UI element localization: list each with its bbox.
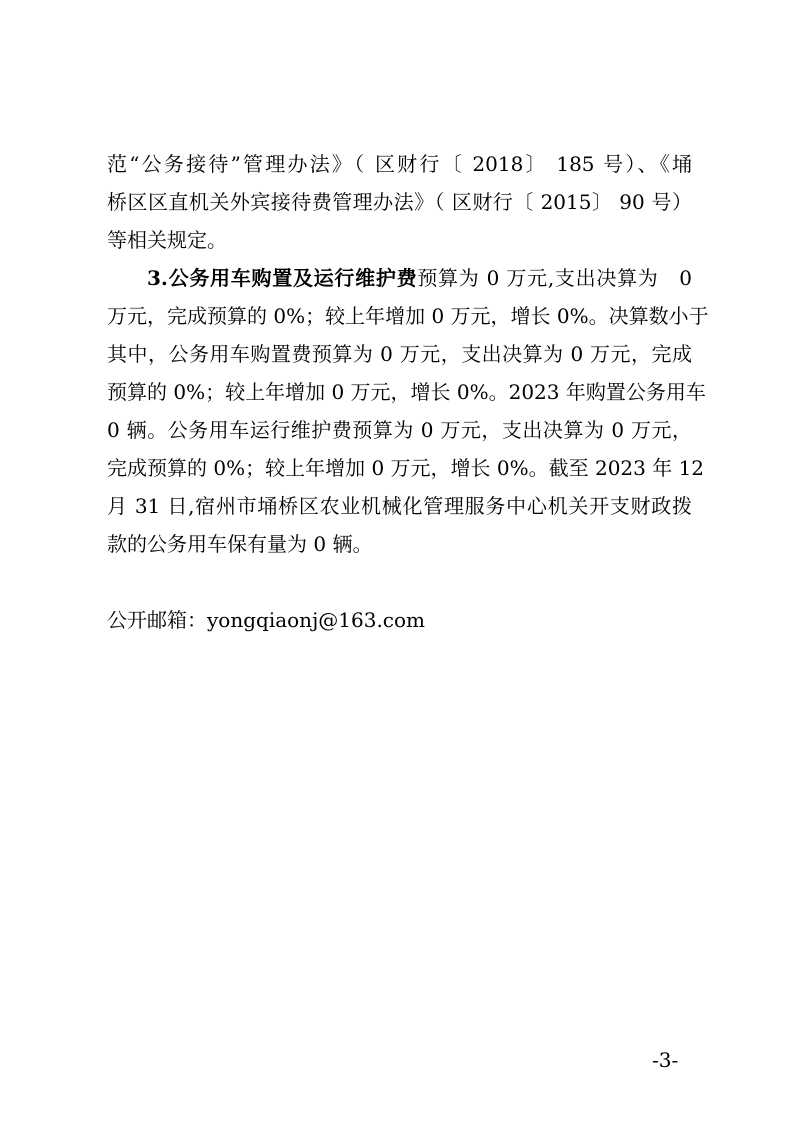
section-3-line-7: 月 31 日,宿州市埇桥区农业机械化管理服务中心机关开支财政拨 — [107, 494, 692, 518]
section-3-line-2: 万元，完成预算的 0%；较上年增加 0 万元，增长 0%。决算数小于 — [107, 304, 709, 328]
section-3-heading: 3.公务用车购置及运行维护费 — [147, 266, 418, 290]
intro-line-3: 等相关规定。 — [107, 228, 227, 252]
intro-line-2: 桥区区直机关外宾接待费管理办法》（ 区财行〔 2015〕 90 号） — [107, 190, 692, 214]
page-number: -3- — [652, 1048, 679, 1072]
section-3-line-4: 预算的 0%；较上年增加 0 万元，增长 0%。2023 年购置公务用车 — [107, 380, 706, 404]
section-3-line-1-text: 预算为 0 万元,支出决算为 0 — [417, 266, 692, 290]
section-3-line-8: 款的公务用车保有量为 0 辆。 — [107, 532, 373, 556]
intro-line-1: 范“公务接待”管理办法》（ 区财行〔 2018〕 185 号）、《埇 — [107, 152, 692, 176]
section-3-line-5: 0 辆。公务用车运行维护费预算为 0 万元，支出决算为 0 万元， — [107, 418, 692, 442]
section-3-line-6: 完成预算的 0%；较上年增加 0 万元，增长 0%。截至 2023 年 12 — [107, 456, 705, 480]
section-3-line-3: 其中，公务用车购置费预算为 0 万元，支出决算为 0 万元，完成 — [107, 342, 692, 366]
contact-email: 公开邮箱：yongqiaonj@163.com — [107, 608, 426, 632]
section-3-line-1 — [147, 261, 692, 295]
